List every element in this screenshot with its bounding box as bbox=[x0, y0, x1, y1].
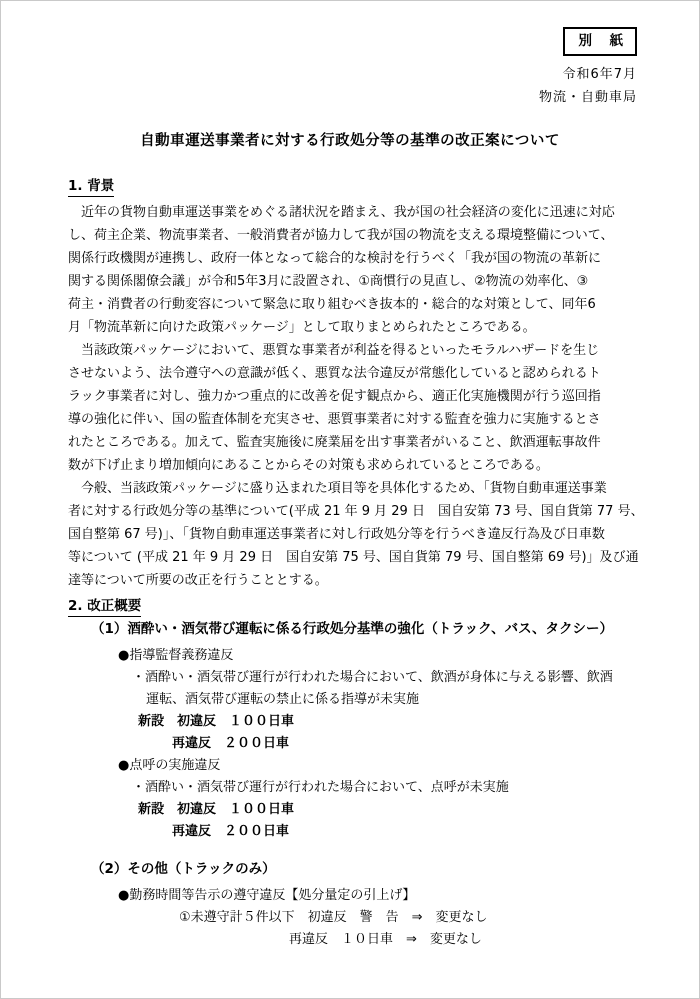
body-line: 近年の貨物自動車運送事業をめぐる諸状況を踏まえ、我が国の社会経済の変化に迅速に対応 bbox=[68, 205, 615, 220]
body-line: 関係行政機関が連携し、政府一体となって総合的な検討を行うべく「我が国の物流の革新に bbox=[68, 251, 602, 266]
section-1-heading-text: 1. 背景 bbox=[68, 178, 114, 197]
penalty-line: 再違反 ２００日車 bbox=[172, 824, 290, 839]
section-1-heading bbox=[68, 176, 699, 196]
body-line: 関する関係閣僚会議」が令和5年3月に設置され、①商慣行の見直し、②物流の効率化、③ bbox=[68, 274, 589, 289]
subsection-1-heading: （1）酒酔い・酒気帯び運転に係る行政処分基準の強化（トラック、バス、タクシー） bbox=[91, 621, 613, 637]
body-line: 数が下げ止まり増加傾向にあることからその対策も求められているところである。 bbox=[68, 458, 549, 473]
rule-line: ①未遵守計５件以下 初違反 警 告 ⇒ 変更なし bbox=[179, 910, 488, 925]
attachment-label: 別 紙 bbox=[563, 27, 638, 56]
body-line: れたところである。加えて、監査実施後に廃業届を出す事業者がいること、飲酒運転事故件 bbox=[68, 435, 601, 450]
section-2-heading-text: 2. 改正概要 bbox=[68, 598, 141, 617]
document-header bbox=[1, 1, 699, 109]
body-line: 導の強化に伴い、国の監査体制を充実させ、悪質事業者に対する監査を強力に実施するとさ bbox=[68, 412, 601, 427]
body-line: 当該政策パッケージにおいて、悪質な事業者が利益を得るといったモラルハザードを生じ bbox=[68, 343, 600, 358]
attachment-tag-row bbox=[1, 27, 637, 56]
body-line: 国自整第 67 号)」、「貨物自動車運送事業者に対し行政処分等を行うべき違反行為及び日車数 bbox=[68, 527, 605, 542]
rule-line: 再違反 １０日車 ⇒ 変更なし bbox=[289, 932, 482, 947]
body-line: 等について (平成 21 年 9 月 29 日 国自安第 75 号、国自貨第 79 号、国自整第 69 号)」及び通 bbox=[68, 550, 639, 565]
detail-line: 運転、酒気帯び運転の禁止に係る指導が未実施 bbox=[146, 692, 420, 707]
body-line: ラック事業者に対し、強力かつ重点的に改善を促す観点から、適正化実施機関が行う巡回指 bbox=[68, 389, 601, 404]
body-line: 月「物流革新に向けた政策パッケージ」として取りまとめられたところである。 bbox=[68, 320, 536, 335]
document-date: 令和6年7月 bbox=[562, 67, 637, 82]
subsection-2-items bbox=[1, 885, 699, 951]
body-line: 荷主・消費者の行動変容について緊急に取り組むべき抜本的・総合的な対策として、同年6 bbox=[68, 297, 596, 312]
body-line: し、荷主企業、物流事業者、一般消費者が協力して我が国の物流を支える環境整備について、 bbox=[68, 228, 614, 243]
body-line: させないよう、法令遵守への意識が低く、悪質な法令違反が常態化していると認められるト bbox=[68, 366, 601, 381]
document-title: 自動車運送事業者に対する行政処分等の基準の改正案について bbox=[140, 133, 560, 149]
subsection-1-items bbox=[1, 645, 699, 843]
body-line: 今般、当該政策パッケージに盛り込まれた項目等を具体化するため、「貨物自動車運送事業 bbox=[68, 481, 607, 496]
background-paragraphs bbox=[1, 201, 699, 592]
detail-line: ・酒酔い・酒気帯び運行が行われた場合において、点呼が未実施 bbox=[132, 780, 509, 795]
body-line: 者に対する行政処分等の基準について(平成 21 年 9 月 29 日 国自安第 73 号、国自貨第 77 号、 bbox=[68, 504, 644, 519]
detail-line: ・酒酔い・酒気帯び運行が行われた場合において、飲酒が身体に与える影響、飲酒 bbox=[132, 670, 613, 685]
bullet-item: ●指導監督義務違反 bbox=[118, 648, 234, 663]
subsection-2-heading: （2）その他（トラックのみ） bbox=[91, 861, 276, 877]
body-line: 達等について所要の改正を行うこととする。 bbox=[68, 573, 328, 588]
penalty-line: 再違反 ２００日車 bbox=[172, 736, 290, 751]
penalty-line: 新設 初違反 １００日車 bbox=[138, 802, 295, 817]
penalty-line: 新設 初違反 １００日車 bbox=[138, 714, 295, 729]
bullet-item: ●勤務時間等告示の遵守違反【処分量定の引上げ】 bbox=[118, 888, 416, 903]
issuing-bureau: 物流・自動車局 bbox=[538, 90, 637, 105]
section-2-heading bbox=[68, 596, 699, 616]
bullet-item: ●点呼の実施違反 bbox=[118, 758, 221, 773]
